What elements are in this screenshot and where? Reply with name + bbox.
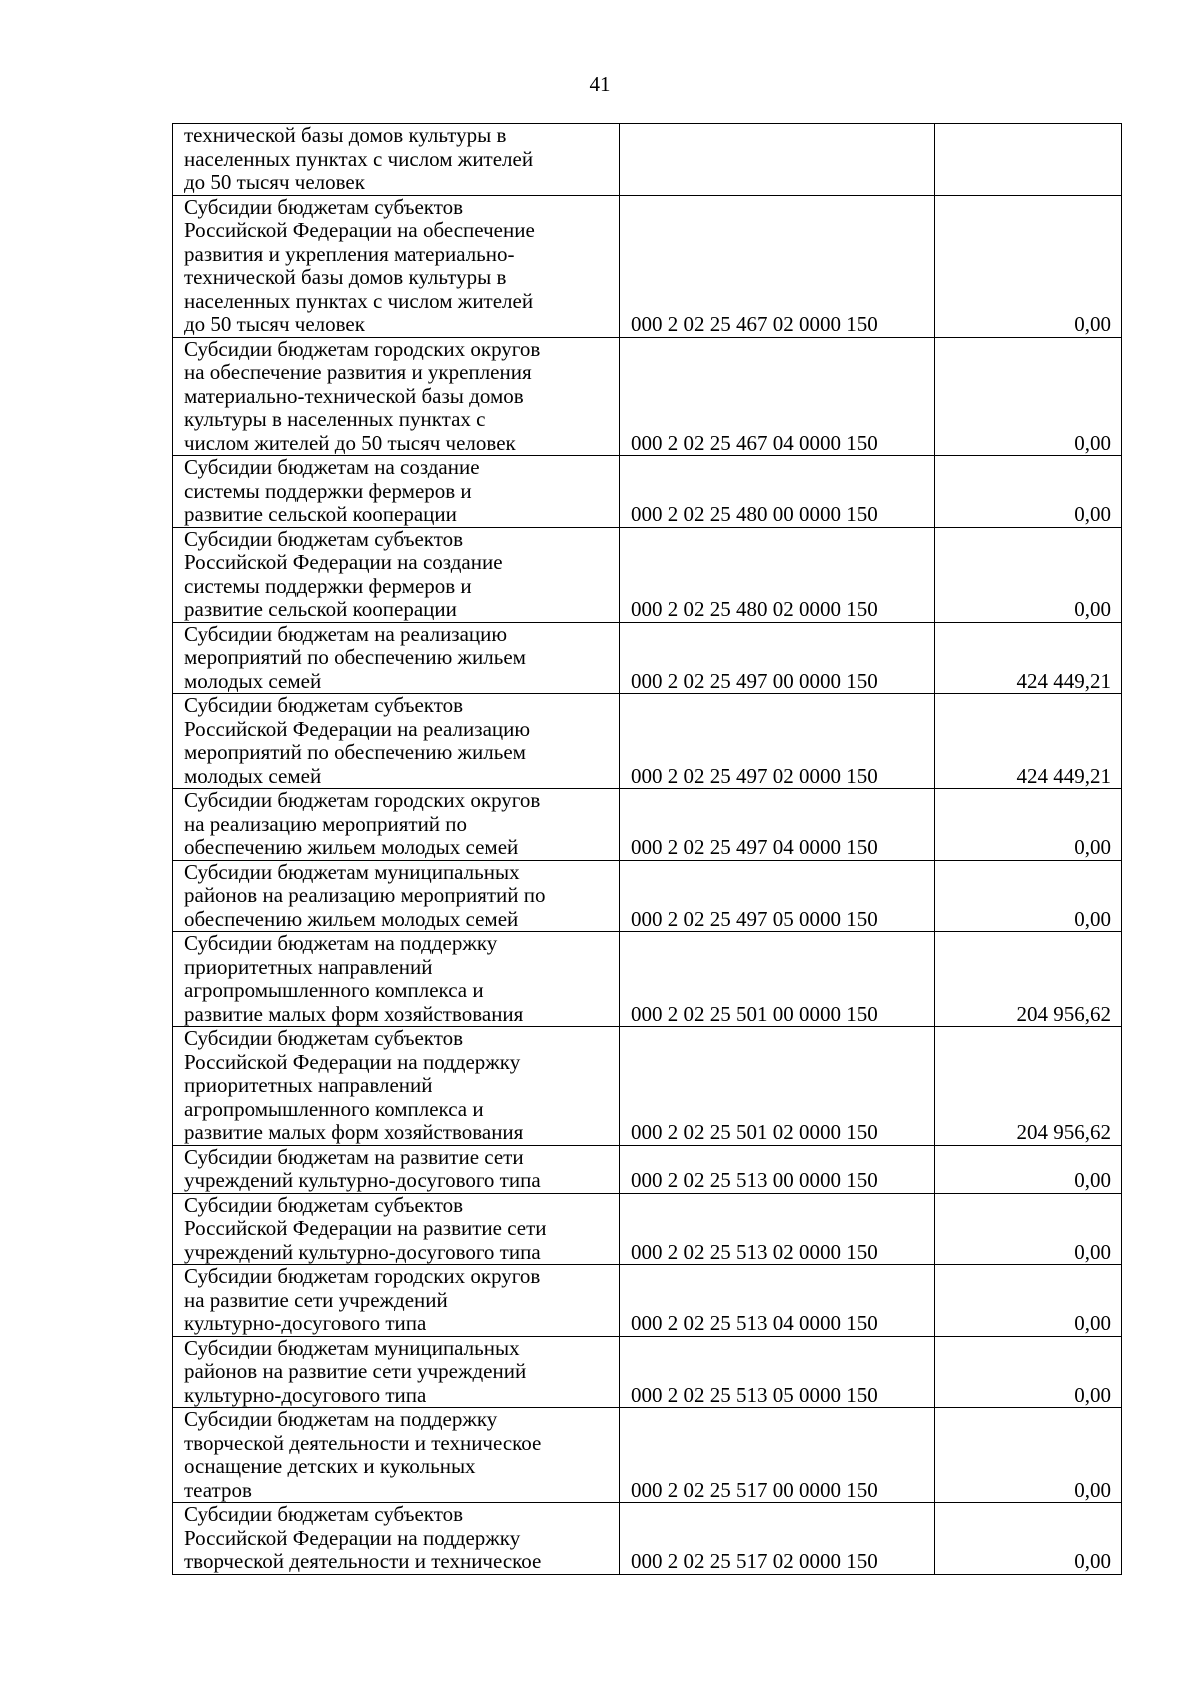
table-row <box>173 860 1122 932</box>
row-description: Субсидии бюджетам субъектов Российской Федерации на обеспечение развития и укрепления материально- технической базы домов культуры в населенных пунктах с числом жителей до 50 тысяч человек <box>173 195 620 337</box>
row-amount: 0,00 <box>935 1145 1122 1193</box>
row-description: Субсидии бюджетам муниципальных районов на реализацию мероприятий по обеспечению жильем молодых семей <box>173 860 620 932</box>
row-description: Субсидии бюджетам городских округов на развитие сети учреждений культурно-досугового типа <box>173 1265 620 1337</box>
row-budget-code: 000 2 02 25 467 04 0000 150 <box>620 337 935 456</box>
row-description: Субсидии бюджетам на реализацию мероприятий по обеспечению жильем молодых семей <box>173 622 620 694</box>
row-description: Субсидии бюджетам субъектов Российской Федерации на создание системы поддержки фермеров и развитие сельской кооперации <box>173 527 620 622</box>
row-budget-code: 000 2 02 25 497 00 0000 150 <box>620 622 935 694</box>
table-row <box>173 694 1122 789</box>
row-description: Субсидии бюджетам городских округов на обеспечение развития и укрепления материально-технической базы домов культуры в населенных пунктах с числом жителей до 50 тысяч человек <box>173 337 620 456</box>
row-budget-code: 000 2 02 25 517 00 0000 150 <box>620 1408 935 1503</box>
row-amount: 0,00 <box>935 195 1122 337</box>
row-budget-code: 000 2 02 25 497 05 0000 150 <box>620 860 935 932</box>
row-description: Субсидии бюджетам субъектов Российской Федерации на поддержку творческой деятельности и техническое <box>173 1503 620 1575</box>
row-budget-code: 000 2 02 25 480 00 0000 150 <box>620 456 935 528</box>
row-amount: 0,00 <box>935 1408 1122 1503</box>
row-amount: 0,00 <box>935 860 1122 932</box>
row-amount: 0,00 <box>935 456 1122 528</box>
row-amount: 0,00 <box>935 1336 1122 1408</box>
row-description: Субсидии бюджетам муниципальных районов на развитие сети учреждений культурно-досугового типа <box>173 1336 620 1408</box>
row-description: Субсидии бюджетам на развитие сети учреждений культурно-досугового типа <box>173 1145 620 1193</box>
row-description: технической базы домов культуры в населенных пунктах с числом жителей до 50 тысяч человек <box>173 124 620 196</box>
table-row <box>173 1503 1122 1575</box>
row-budget-code: 000 2 02 25 497 02 0000 150 <box>620 694 935 789</box>
row-budget-code: 000 2 02 25 513 00 0000 150 <box>620 1145 935 1193</box>
row-budget-code: 000 2 02 25 480 02 0000 150 <box>620 527 935 622</box>
row-amount: 0,00 <box>935 337 1122 456</box>
row-budget-code: 000 2 02 25 517 02 0000 150 <box>620 1503 935 1575</box>
page-number: 41 <box>589 72 611 96</box>
row-budget-code <box>620 124 935 196</box>
row-budget-code: 000 2 02 25 497 04 0000 150 <box>620 789 935 861</box>
table-row <box>173 1336 1122 1408</box>
row-budget-code: 000 2 02 25 501 00 0000 150 <box>620 932 935 1027</box>
row-budget-code: 000 2 02 25 501 02 0000 150 <box>620 1027 935 1146</box>
table-row <box>173 1265 1122 1337</box>
row-amount: 0,00 <box>935 1193 1122 1265</box>
row-budget-code: 000 2 02 25 513 02 0000 150 <box>620 1193 935 1265</box>
table-row <box>173 1145 1122 1193</box>
table-row <box>173 932 1122 1027</box>
row-amount: 424 449,21 <box>935 694 1122 789</box>
row-description: Субсидии бюджетам городских округов на реализацию мероприятий по обеспечению жильем молодых семей <box>173 789 620 861</box>
table-row <box>173 1027 1122 1146</box>
table-row <box>173 622 1122 694</box>
table-row <box>173 527 1122 622</box>
row-amount: 204 956,62 <box>935 932 1122 1027</box>
row-description: Субсидии бюджетам на создание системы поддержки фермеров и развитие сельской кооперации <box>173 456 620 528</box>
row-amount: 0,00 <box>935 1265 1122 1337</box>
row-budget-code: 000 2 02 25 467 02 0000 150 <box>620 195 935 337</box>
row-amount: 204 956,62 <box>935 1027 1122 1146</box>
row-amount: 424 449,21 <box>935 622 1122 694</box>
table-row <box>173 195 1122 337</box>
row-budget-code: 000 2 02 25 513 04 0000 150 <box>620 1265 935 1337</box>
row-budget-code: 000 2 02 25 513 05 0000 150 <box>620 1336 935 1408</box>
table-row <box>173 456 1122 528</box>
table-row <box>173 1408 1122 1503</box>
table-row <box>173 124 1122 196</box>
row-description: Субсидии бюджетам субъектов Российской Федерации на развитие сети учреждений культурно-досугового типа <box>173 1193 620 1265</box>
row-amount <box>935 124 1122 196</box>
row-description: Субсидии бюджетам на поддержку творческой деятельности и техническое оснащение детских и кукольных театров <box>173 1408 620 1503</box>
row-description: Субсидии бюджетам на поддержку приоритетных направлений агропромышленного комплекса и развитие малых форм хозяйствования <box>173 932 620 1027</box>
budget-table <box>172 123 1122 1575</box>
table-row <box>173 1193 1122 1265</box>
table-row <box>173 337 1122 456</box>
row-amount: 0,00 <box>935 789 1122 861</box>
row-amount: 0,00 <box>935 1503 1122 1575</box>
table-row <box>173 789 1122 861</box>
row-description: Субсидии бюджетам субъектов Российской Федерации на поддержку приоритетных направлений агропромышленного комплекса и развитие малых форм хозяйствования <box>173 1027 620 1146</box>
row-description: Субсидии бюджетам субъектов Российской Федерации на реализацию мероприятий по обеспечению жильем молодых семей <box>173 694 620 789</box>
row-amount: 0,00 <box>935 527 1122 622</box>
